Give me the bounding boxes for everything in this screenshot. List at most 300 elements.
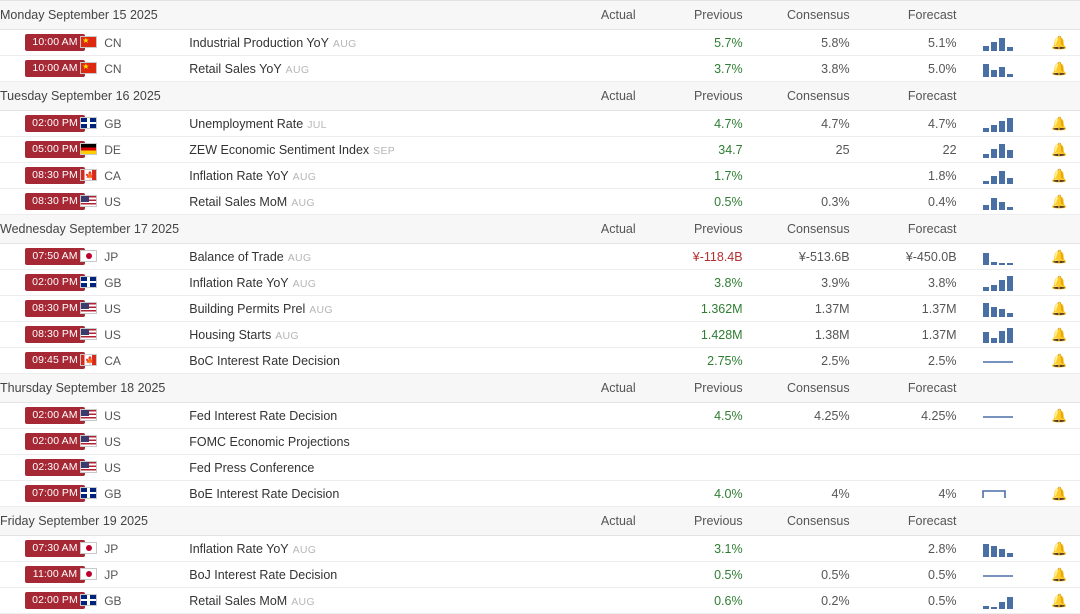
event-name: Balance of Trade [189,249,284,264]
column-header-forecast: Forecast [850,507,957,536]
alert-bell-icon[interactable]: 🔔 [1039,137,1080,163]
day-header-row [0,215,1080,244]
table-row[interactable] [0,137,1080,163]
event-time-badge: 09:45 PM [25,352,85,369]
alert-bell-icon[interactable] [1039,429,1080,455]
event-actual [529,30,636,56]
event-time-cell [0,562,80,588]
event-name-cell[interactable] [189,562,528,588]
alert-bell-icon[interactable]: 🔔 [1039,588,1080,614]
event-reference-period: AUG [291,196,315,209]
event-reference-period: AUG [292,543,317,556]
sparkline-bars [981,301,1015,317]
event-time-cell [0,322,80,348]
column-header-forecast: Forecast [850,374,957,403]
event-name-cell[interactable] [189,455,528,481]
event-time-badge: 11:00 AM [25,566,85,583]
country-code: GB [104,593,122,608]
alert-bell-icon[interactable]: 🔔 [1039,270,1080,296]
event-forecast: 5.1% [850,30,957,56]
country-code: GB [104,486,122,501]
event-reference-period: AUG [309,303,333,316]
event-name: BoE Interest Rate Decision [189,486,340,501]
event-name: Retail Sales YoY [189,61,282,76]
event-country-cell [80,536,189,562]
alert-bell-icon[interactable]: 🔔 [1039,56,1080,82]
event-forecast: 0.4% [850,189,957,215]
event-country-cell [80,137,189,163]
event-consensus: 0.2% [743,588,850,614]
event-forecast: 1.37M [850,296,957,322]
flag-icon-ca [80,354,97,366]
event-previous: ¥-118.4B [636,244,743,270]
event-forecast [850,455,957,481]
flag-icon-us [80,409,97,421]
event-country-cell [80,163,189,189]
sparkline-bars [981,194,1015,210]
table-row[interactable] [0,403,1080,429]
country-code: GB [104,275,122,290]
flag-icon-de [80,143,97,155]
column-header-forecast: Forecast [850,215,957,244]
event-time-badge: 02:00 PM [25,274,85,291]
event-name: BoJ Interest Rate Decision [189,567,338,582]
column-header-previous: Previous [636,1,743,30]
day-header-row [0,507,1080,536]
event-name-cell[interactable] [189,163,528,189]
event-previous: 0.5% [636,189,743,215]
alert-bell-icon[interactable]: 🔔 [1039,481,1080,507]
event-actual [529,562,636,588]
event-actual [529,137,636,163]
day-title: Wednesday September 17 2025 [0,215,529,244]
event-time-cell [0,481,80,507]
table-row[interactable] [0,270,1080,296]
column-header-consensus: Consensus [743,82,850,111]
column-header-actual: Actual [529,82,636,111]
event-actual [529,536,636,562]
flag-icon-jp [80,568,97,580]
event-consensus [743,536,850,562]
event-reference-period: JUL [307,118,327,131]
day-header-row [0,1,1080,30]
event-previous [636,455,743,481]
table-row[interactable] [0,163,1080,189]
event-forecast: 4% [850,481,957,507]
event-sparkline-cell[interactable] [957,296,1039,322]
sparkline-bars [981,116,1015,132]
event-previous: 3.1% [636,536,743,562]
flag-icon-us [80,195,97,207]
event-actual [529,56,636,82]
event-name-cell[interactable] [189,348,528,374]
event-forecast: 5.0% [850,56,957,82]
event-name: Retail Sales MoM [189,194,288,209]
event-name-cell[interactable] [189,481,528,507]
column-header-chart [957,1,1039,30]
event-country-cell [80,30,189,56]
column-header-alert [1039,1,1080,30]
flag-icon-us [80,461,97,473]
country-code: CN [104,35,122,50]
event-consensus [743,455,850,481]
event-sparkline-cell[interactable] [957,189,1039,215]
column-header-alert [1039,374,1080,403]
event-reference-period: AUG [332,37,357,50]
column-header-actual: Actual [529,374,636,403]
event-forecast: ¥-450.0B [850,244,957,270]
event-sparkline-cell[interactable] [957,562,1039,588]
alert-bell-icon[interactable]: 🔔 [1039,348,1080,374]
event-name: Industrial Production YoY [189,35,329,50]
country-code: JP [104,541,119,556]
flag-icon-us [80,435,97,447]
event-sparkline-cell[interactable] [957,137,1039,163]
event-time-badge: 02:00 AM [25,407,85,424]
event-consensus: 0.3% [743,189,850,215]
event-forecast: 0.5% [850,562,957,588]
event-sparkline-cell[interactable] [957,244,1039,270]
flag-icon-gb [80,117,97,129]
event-name: Inflation Rate YoY [189,541,289,556]
event-name-cell[interactable] [189,56,528,82]
country-code: US [104,434,121,449]
flag-icon-jp [80,250,97,262]
event-country-cell [80,270,189,296]
event-consensus: 4.25% [743,403,850,429]
alert-bell-icon[interactable]: 🔔 [1039,296,1080,322]
event-sparkline-cell[interactable] [957,348,1039,374]
alert-bell-icon[interactable]: 🔔 [1039,562,1080,588]
event-country-cell [80,348,189,374]
event-previous: 4.7% [636,111,743,137]
event-forecast: 4.25% [850,403,957,429]
sparkline-bars [981,142,1015,158]
event-sparkline-cell[interactable] [957,536,1039,562]
column-header-chart [957,82,1039,111]
event-time-badge: 05:00 PM [25,141,85,158]
country-code: US [104,408,121,423]
event-time-cell [0,56,80,82]
event-consensus [743,163,850,189]
table-row[interactable] [0,455,1080,481]
event-name-cell[interactable] [189,270,528,296]
event-previous: 2.75% [636,348,743,374]
event-name-cell[interactable] [189,429,528,455]
event-previous: 34.7 [636,137,743,163]
event-name: Housing Starts [189,327,272,342]
event-time-badge: 08:30 PM [25,300,85,317]
column-header-actual: Actual [529,1,636,30]
event-time-badge: 10:00 AM [25,60,85,77]
event-consensus: ¥-513.6B [743,244,850,270]
sparkline-flat [981,353,1015,369]
flag-icon-cn [80,36,97,48]
event-reference-period: SEP [373,144,396,157]
event-country-cell [80,244,189,270]
event-sparkline-cell[interactable] [957,403,1039,429]
event-name-cell[interactable] [189,588,528,614]
event-previous: 1.7% [636,163,743,189]
event-time-badge: 07:30 AM [25,540,85,557]
table-row[interactable] [0,189,1080,215]
flag-icon-jp [80,542,97,554]
event-actual [529,588,636,614]
sparkline-bars [981,593,1015,609]
table-row[interactable] [0,322,1080,348]
alert-bell-icon[interactable]: 🔔 [1039,244,1080,270]
event-name-cell[interactable] [189,137,528,163]
event-consensus: 2.5% [743,348,850,374]
table-row[interactable] [0,481,1080,507]
event-previous: 4.0% [636,481,743,507]
alert-bell-icon[interactable]: 🔔 [1039,322,1080,348]
event-time-cell [0,403,80,429]
event-country-cell [80,189,189,215]
event-name: Building Permits Prel [189,301,306,316]
event-time-cell [0,348,80,374]
column-header-alert [1039,507,1080,536]
column-header-consensus: Consensus [743,507,850,536]
event-name: Inflation Rate YoY [189,275,289,290]
day-title: Thursday September 18 2025 [0,374,529,403]
event-time-cell [0,244,80,270]
event-name-cell[interactable] [189,244,528,270]
event-name: BoC Interest Rate Decision [189,353,340,368]
event-time-cell [0,588,80,614]
column-header-previous: Previous [636,82,743,111]
event-time-badge: 02:30 AM [25,459,85,476]
sparkline-bars [981,61,1015,77]
event-country-cell [80,56,189,82]
day-title: Tuesday September 16 2025 [0,82,529,111]
column-header-chart [957,215,1039,244]
flag-icon-us [80,328,97,340]
table-row[interactable] [0,429,1080,455]
country-code: JP [104,567,119,582]
event-time-badge: 07:50 AM [25,248,85,265]
event-actual [529,296,636,322]
event-sparkline-cell[interactable] [957,30,1039,56]
event-sparkline-cell[interactable] [957,429,1039,455]
event-consensus [743,429,850,455]
sparkline-bars [981,249,1015,265]
column-header-actual: Actual [529,507,636,536]
event-forecast: 1.8% [850,163,957,189]
event-time-cell [0,429,80,455]
event-previous: 1.362M [636,296,743,322]
event-name-cell[interactable] [189,30,528,56]
sparkline-bars [981,168,1015,184]
event-name-cell[interactable] [189,189,528,215]
event-actual [529,403,636,429]
column-header-chart [957,507,1039,536]
table-row[interactable] [0,244,1080,270]
alert-bell-icon[interactable]: 🔔 [1039,536,1080,562]
event-name: Unemployment Rate [189,116,304,131]
event-sparkline-cell[interactable] [957,481,1039,507]
event-name: Retail Sales MoM [189,593,288,608]
day-title: Monday September 15 2025 [0,1,529,30]
event-sparkline-cell[interactable] [957,163,1039,189]
event-reference-period: AUG [291,595,315,608]
alert-bell-icon[interactable]: 🔔 [1039,189,1080,215]
event-actual [529,163,636,189]
event-forecast [850,429,957,455]
country-code: CA [104,168,121,183]
column-header-consensus: Consensus [743,374,850,403]
day-header-row [0,374,1080,403]
column-header-previous: Previous [636,507,743,536]
event-country-cell [80,429,189,455]
event-consensus: 3.9% [743,270,850,296]
event-reference-period: AUG [292,277,317,290]
sparkline-bars [981,327,1015,343]
event-previous: 1.428M [636,322,743,348]
sparkline-flat [981,408,1015,424]
sparkline-step [981,486,1015,502]
event-forecast: 0.5% [850,588,957,614]
event-time-cell [0,536,80,562]
event-reference-period: AUG [292,170,317,183]
country-code: CA [104,353,121,368]
event-sparkline-cell[interactable] [957,56,1039,82]
event-previous: 5.7% [636,30,743,56]
country-code: GB [104,116,122,131]
event-time-badge: 02:00 PM [25,115,85,132]
event-name-cell[interactable] [189,536,528,562]
event-name: Fed Press Conference [189,460,315,475]
event-sparkline-cell[interactable] [957,455,1039,481]
column-header-alert [1039,82,1080,111]
table-row[interactable] [0,296,1080,322]
event-name-cell[interactable] [189,111,528,137]
event-country-cell [80,455,189,481]
event-sparkline-cell[interactable] [957,322,1039,348]
table-row[interactable] [0,536,1080,562]
event-name-cell[interactable] [189,296,528,322]
column-header-consensus: Consensus [743,1,850,30]
event-previous: 3.7% [636,56,743,82]
event-name: Inflation Rate YoY [189,168,289,183]
event-time-badge: 10:00 AM [25,34,85,51]
event-time-cell [0,296,80,322]
event-time-cell [0,163,80,189]
table-row[interactable] [0,56,1080,82]
event-sparkline-cell[interactable] [957,588,1039,614]
event-forecast: 4.7% [850,111,957,137]
event-previous: 4.5% [636,403,743,429]
event-reference-period: AUG [287,251,312,264]
flag-icon-cn [80,62,97,74]
country-code: US [104,460,121,475]
event-actual [529,455,636,481]
flag-icon-ca [80,169,97,181]
country-code: DE [104,142,121,157]
event-time-badge: 02:00 AM [25,433,85,450]
column-header-forecast: Forecast [850,82,957,111]
sparkline-bars [981,541,1015,557]
alert-bell-icon[interactable]: 🔔 [1039,163,1080,189]
alert-bell-icon[interactable]: 🔔 [1039,111,1080,137]
event-forecast: 2.8% [850,536,957,562]
event-actual [529,111,636,137]
country-code: CN [104,61,122,76]
alert-bell-icon[interactable] [1039,455,1080,481]
event-country-cell [80,588,189,614]
event-name: Fed Interest Rate Decision [189,408,338,423]
event-actual [529,429,636,455]
event-previous: 0.5% [636,562,743,588]
event-name-cell[interactable] [189,403,528,429]
day-header-row [0,82,1080,111]
event-country-cell [80,562,189,588]
event-forecast: 22 [850,137,957,163]
table-row[interactable] [0,562,1080,588]
event-consensus: 4.7% [743,111,850,137]
sparkline-flat [981,567,1015,583]
event-country-cell [80,111,189,137]
table-row[interactable] [0,588,1080,614]
alert-bell-icon[interactable]: 🔔 [1039,403,1080,429]
event-time-badge: 08:30 PM [25,167,85,184]
table-row[interactable] [0,348,1080,374]
country-code: US [104,301,121,316]
event-time-cell [0,137,80,163]
table-row[interactable] [0,30,1080,56]
event-consensus: 3.8% [743,56,850,82]
event-forecast: 1.37M [850,322,957,348]
event-sparkline-cell[interactable] [957,111,1039,137]
flag-icon-us [80,302,97,314]
country-code: US [104,194,121,209]
event-consensus: 25 [743,137,850,163]
event-country-cell [80,481,189,507]
event-country-cell [80,322,189,348]
event-time-cell [0,30,80,56]
event-time-badge: 08:30 PM [25,326,85,343]
event-country-cell [80,403,189,429]
table-row[interactable] [0,111,1080,137]
column-header-forecast: Forecast [850,1,957,30]
sparkline-bars [981,35,1015,51]
event-previous: 0.6% [636,588,743,614]
event-actual [529,189,636,215]
event-consensus: 1.38M [743,322,850,348]
event-previous: 3.8% [636,270,743,296]
event-sparkline-cell[interactable] [957,270,1039,296]
event-name-cell[interactable] [189,322,528,348]
event-country-cell [80,296,189,322]
event-time-badge: 08:30 PM [25,193,85,210]
event-consensus: 0.5% [743,562,850,588]
event-time-cell [0,111,80,137]
event-actual [529,270,636,296]
event-previous [636,429,743,455]
event-forecast: 3.8% [850,270,957,296]
country-code: US [104,327,121,342]
event-consensus: 5.8% [743,30,850,56]
column-header-previous: Previous [636,374,743,403]
flag-icon-gb [80,487,97,499]
event-time-badge: 07:00 PM [25,485,85,502]
alert-bell-icon[interactable]: 🔔 [1039,30,1080,56]
event-name: FOMC Economic Projections [189,434,350,449]
event-forecast: 2.5% [850,348,957,374]
event-time-cell [0,189,80,215]
event-name: ZEW Economic Sentiment Index [189,142,370,157]
event-actual [529,322,636,348]
